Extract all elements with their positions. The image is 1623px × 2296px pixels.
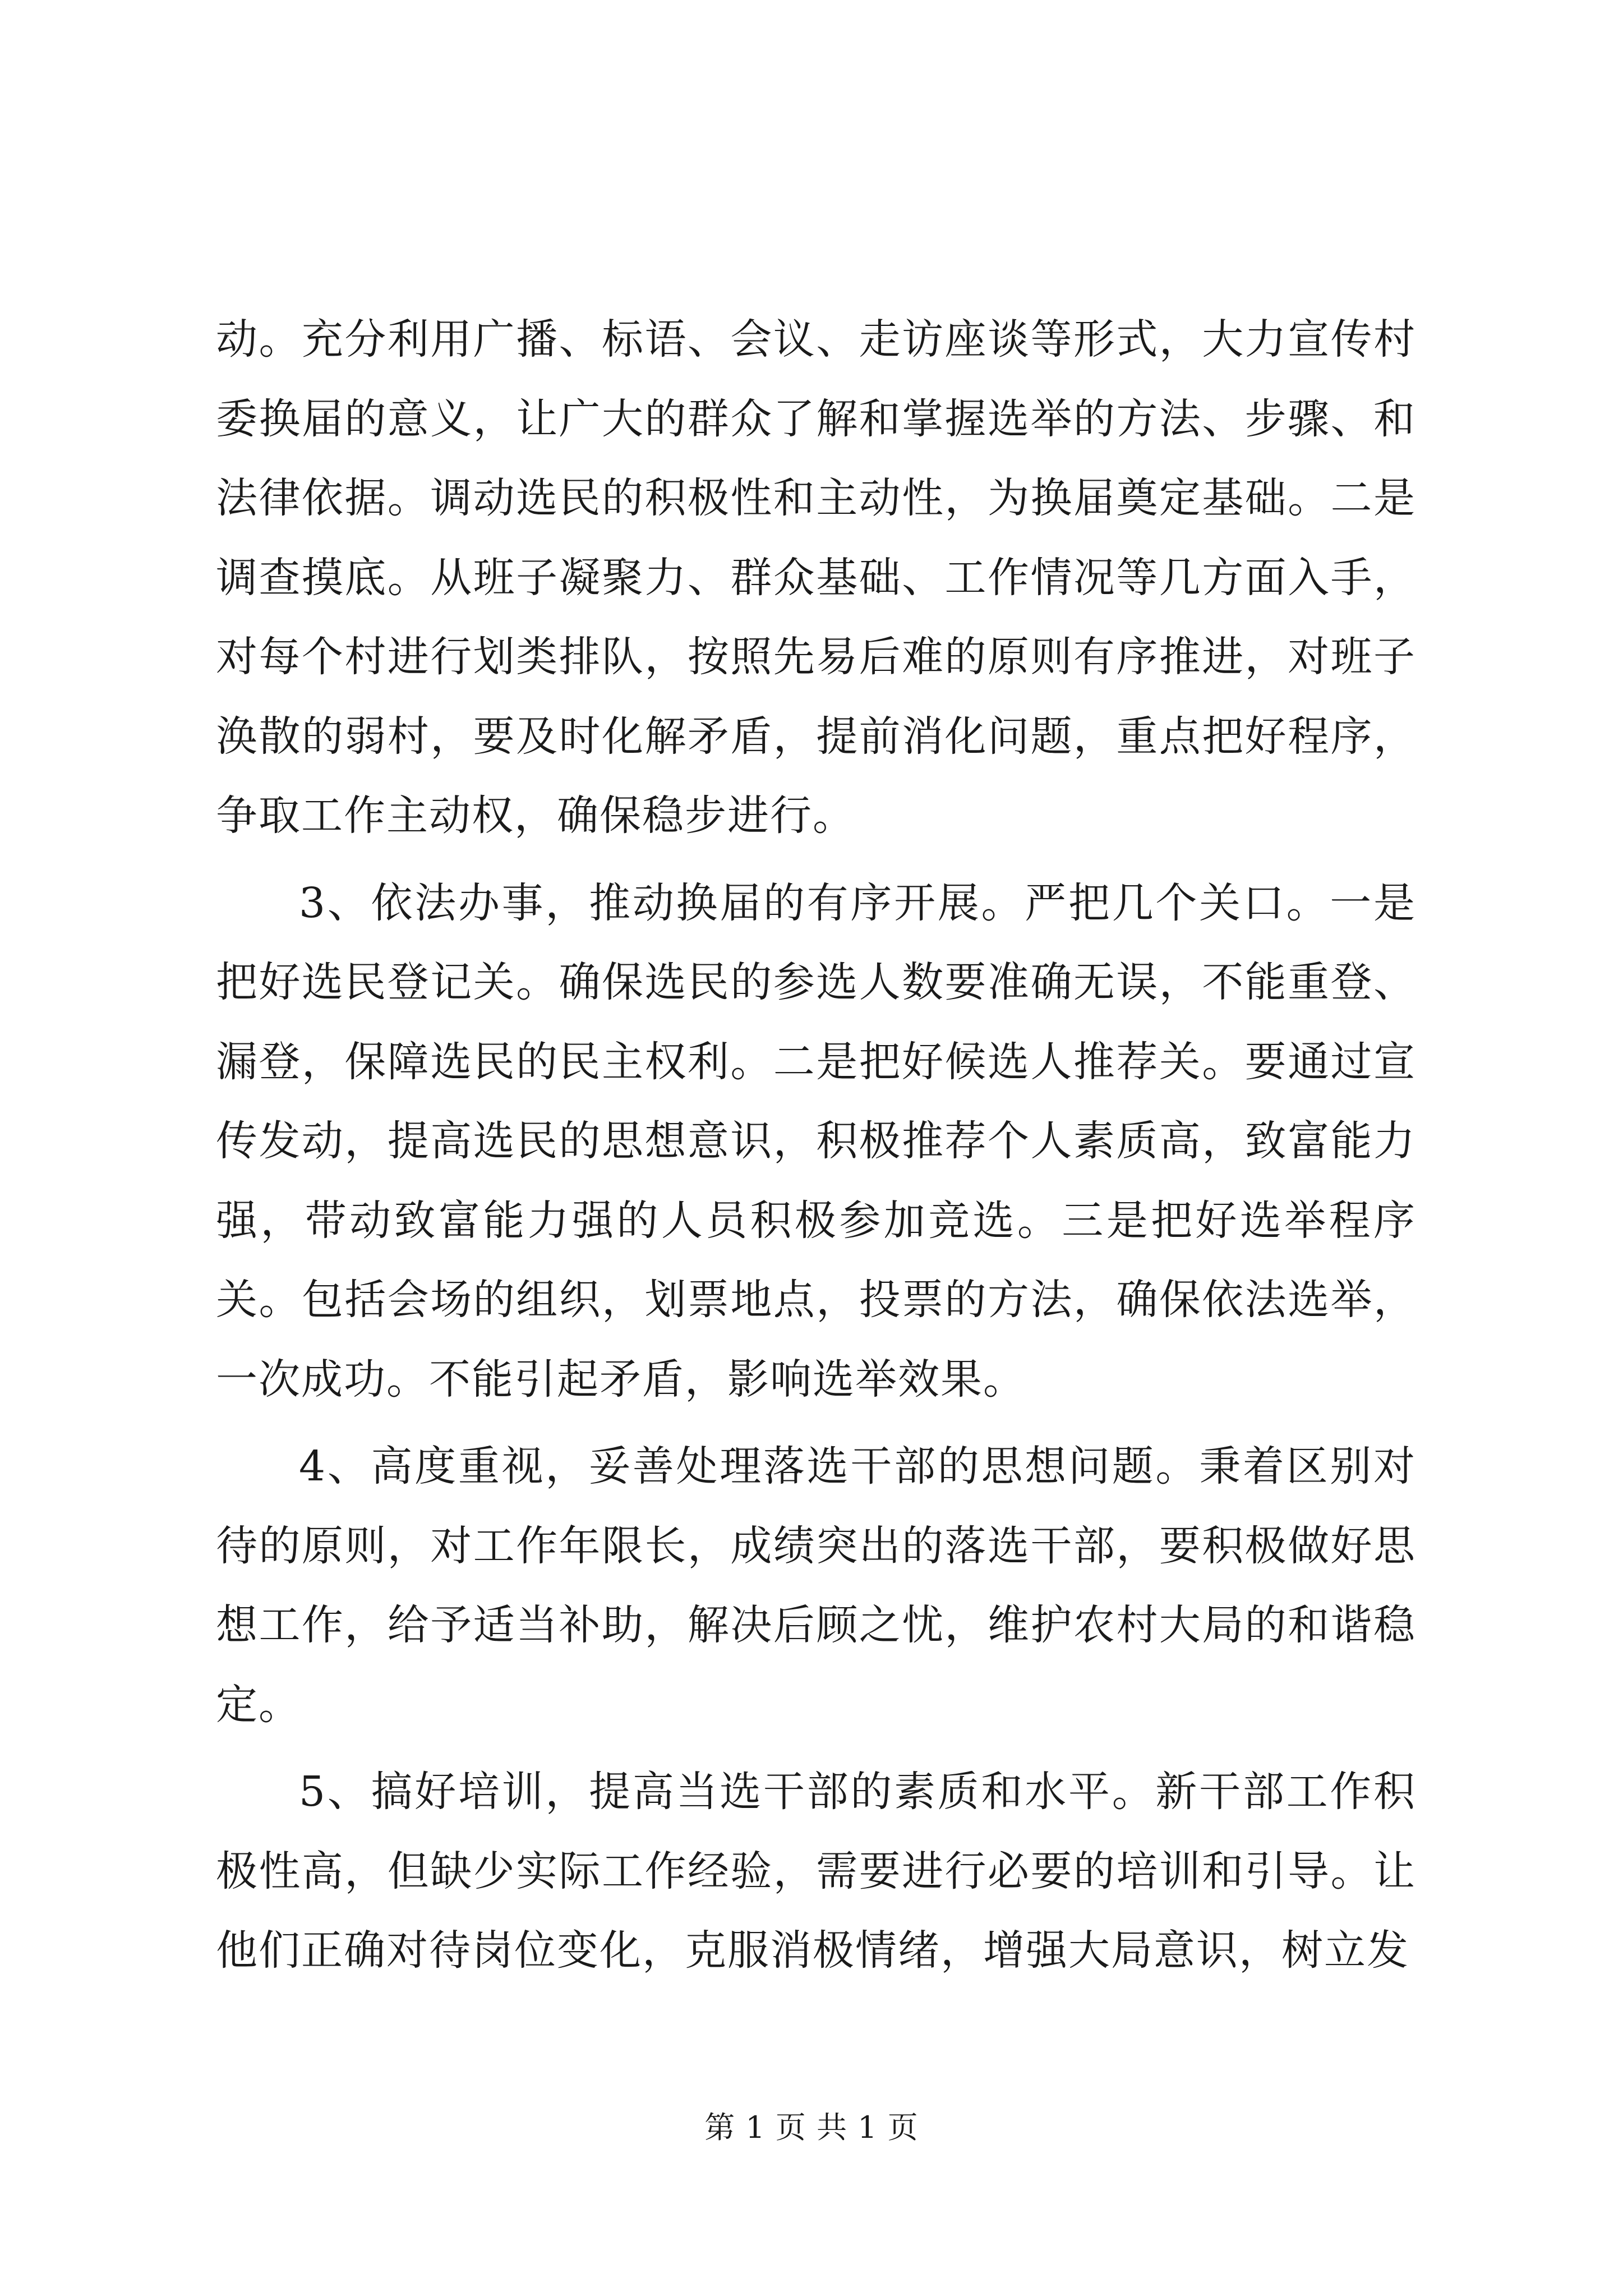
page-footer: 第 1 页 共 1 页 [704,2110,919,2145]
paragraph-item-4: 4、高度重视，妥善处理落选干部的思想问题。秉着区别对待的原则，对工作年限长，成绩突出的落选干部，要积极做好思想工作，给予适当补助，解决后顾之忧，维护农村大局的和谐稳定。 [216,1442,1416,1729]
paragraph-continuation: 动。充分利用广播、标语、会议、走访座谈等形式，大力宣传村委换届的意义，让广大的群众了解和掌握选举的方法、步骤、和法律依据。调动选民的积极性和主动性，为换届奠定基础。二是调查摸底。从班子凝聚力、群众基础、工作情况等几方面入手，对每个村进行划类排队，按照先易后难的原则有序推进，对班子涣散的弱村，要及时化解矛盾，提前消化问题，重点把好程序，争取工作主动权，确保稳步进行。 [216,315,1416,840]
document-body [216,300,1416,1991]
paragraph-item-3: 3、依法办事，推动换届的有序开展。严把几个关口。一是把好选民登记关。确保选民的参选人数要准确无误，不能重登、漏登，保障选民的民主权利。二是把好候选人推荐关。要通过宣传发动，提高选民的思想意识，积极推荐个人素质高，致富能力强，带动致富能力强的人员积极参加竞选。三是把好选举程序关。包括会场的组织，划票地点，投票的方法，确保依法选举，一次成功。不能引起矛盾，影响选举效果。 [216,878,1416,1404]
paragraph-item-5: 5、搞好培训，提高当选干部的素质和水平。新干部工作积极性高，但缺少实际工作经验，需要进行必要的培训和引导。让他们正确对待岗位变化，克服消极情绪，增强大局意识，树立发 [216,1768,1416,1975]
